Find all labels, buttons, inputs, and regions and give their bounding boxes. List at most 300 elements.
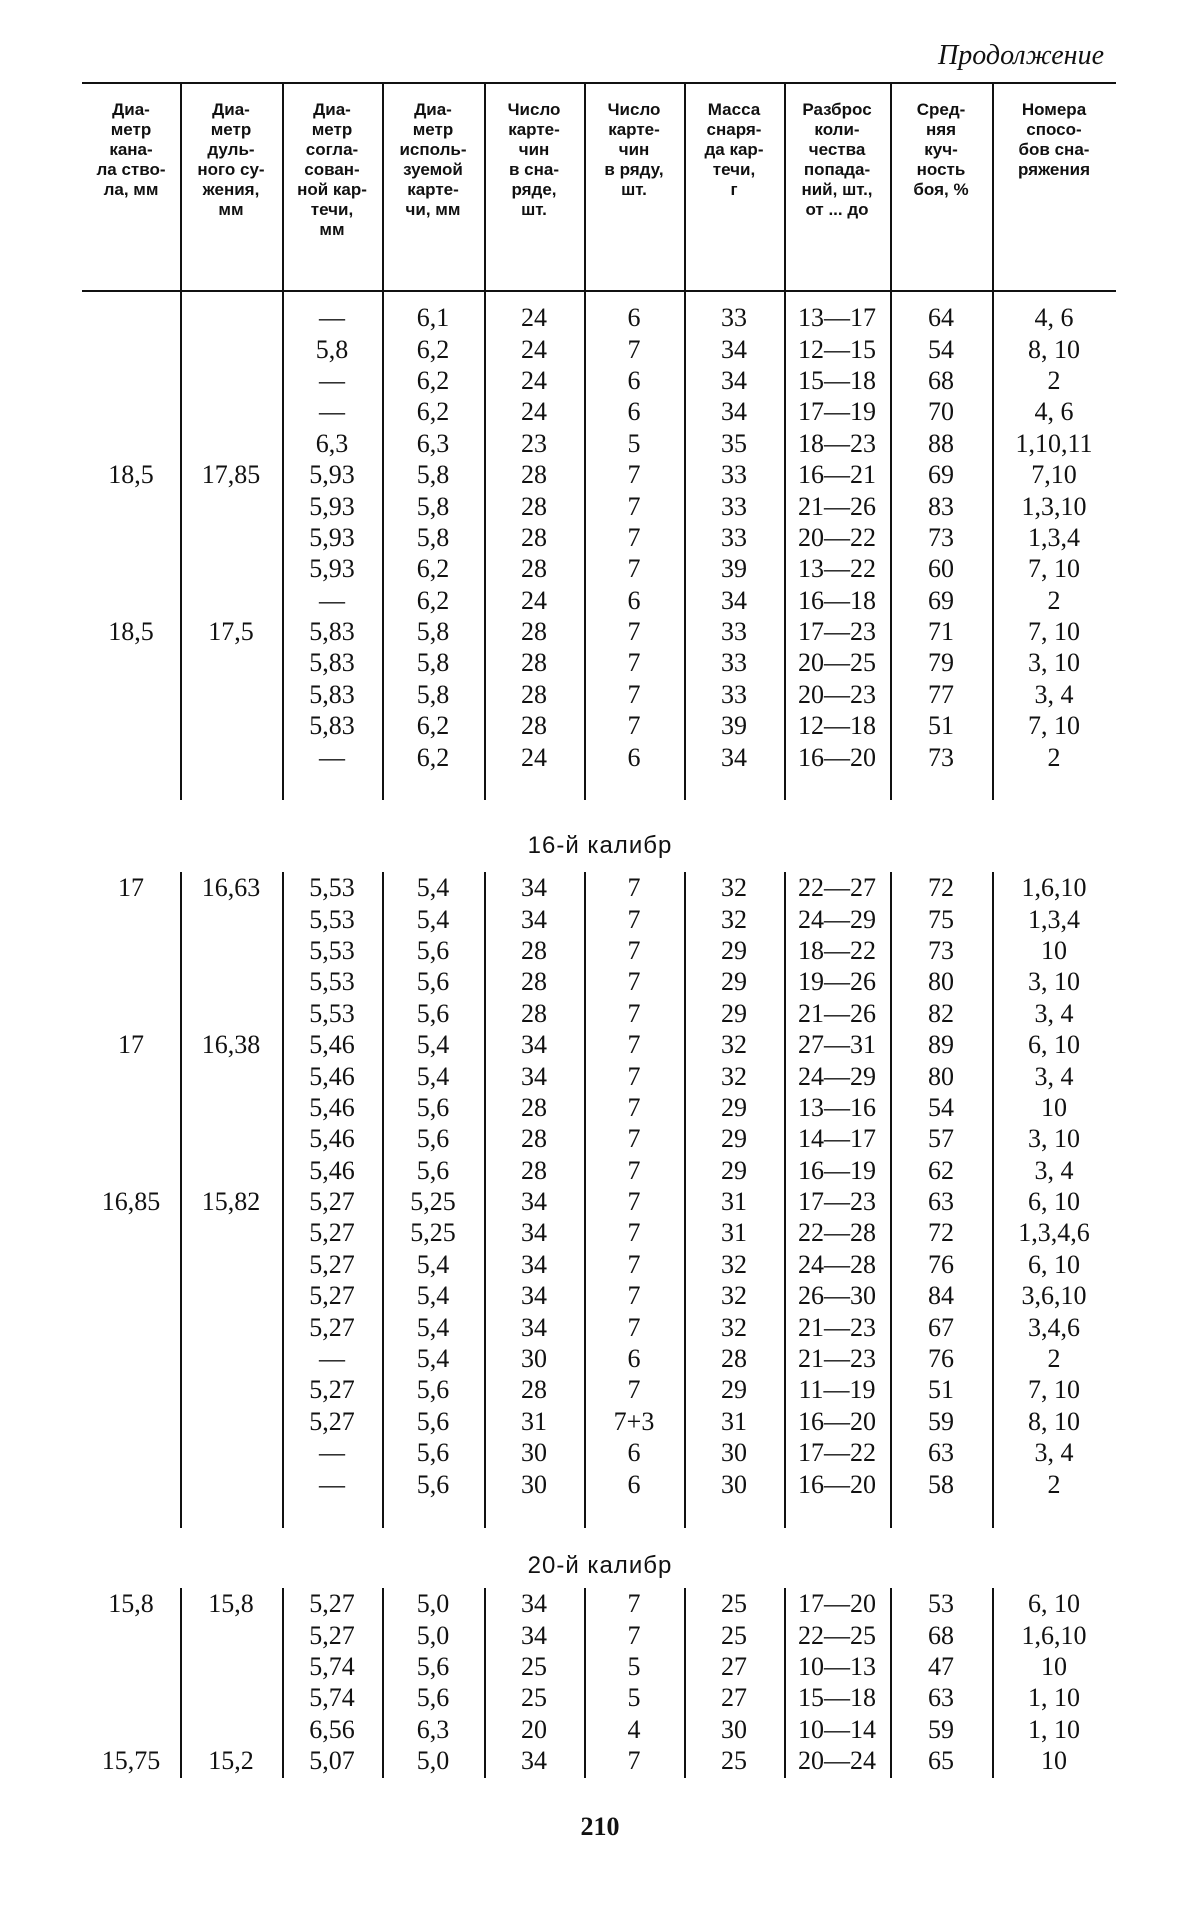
table-cell	[180, 396, 282, 427]
table-cell: 5,8	[416, 679, 450, 709]
table-cell: 3, 10	[1028, 1124, 1080, 1154]
table-cell: 5,74	[309, 1683, 355, 1713]
table-row	[82, 1155, 1116, 1186]
table-cell: 5,83	[309, 711, 355, 741]
table-cell: 17—20	[798, 1589, 876, 1619]
table-row	[82, 1123, 1116, 1154]
table-cell: 7	[627, 1030, 641, 1060]
table-cell: 6,2	[416, 585, 450, 615]
table-cell: 23	[521, 428, 547, 458]
table-row	[82, 1343, 1116, 1374]
table-cell: 5,8	[416, 491, 450, 521]
table-cell: 71	[928, 617, 954, 647]
table-cell	[180, 679, 282, 710]
table-row	[82, 616, 1116, 647]
table-cell: 5,8	[416, 460, 450, 490]
table-cell: 24—29	[798, 1061, 876, 1091]
table-cell: 7	[627, 1312, 641, 1342]
table-cell: 54	[928, 1092, 954, 1122]
table-row	[82, 459, 1116, 490]
table-cell: 5,25	[410, 1187, 456, 1217]
table-cell: 7	[627, 1746, 641, 1776]
table-cell: 83	[928, 491, 954, 521]
table-cell	[180, 1155, 282, 1186]
table-cell: 5,6	[416, 1438, 450, 1468]
table-cell: —	[319, 742, 345, 772]
table-cell: 32	[721, 1030, 747, 1060]
table-cell: 59	[928, 1714, 954, 1744]
table-cell: 28	[521, 1155, 547, 1185]
table-cell: 7	[627, 491, 641, 521]
table-cell: 5,27	[309, 1187, 355, 1217]
table-cell	[180, 1092, 282, 1123]
table-cell: 1,3,4,6	[1018, 1218, 1090, 1248]
table-cell: 17—23	[798, 617, 876, 647]
table-cell: —	[319, 303, 345, 333]
table-row	[82, 998, 1116, 1029]
table-row	[82, 1745, 1116, 1776]
table-cell: 88	[928, 428, 954, 458]
table-cell: 21—23	[798, 1312, 876, 1342]
table-cell: 6,1	[416, 303, 450, 333]
table-cell	[180, 1217, 282, 1248]
table-cell: 51	[928, 711, 954, 741]
table-cell: 7	[627, 1092, 641, 1122]
table-cell: 5,8	[416, 617, 450, 647]
table-cell: 28	[521, 522, 547, 552]
table-cell: 6,2	[416, 397, 450, 427]
table-cell: 5,46	[309, 1124, 355, 1154]
table-cell: 31	[721, 1406, 747, 1436]
table-cell: 10—14	[798, 1714, 876, 1744]
table-cell: 34	[721, 334, 747, 364]
table-cell: 5	[627, 428, 641, 458]
table-row	[82, 872, 1116, 903]
table-cell: 8, 10	[1028, 334, 1080, 364]
table-cell: 1,3,4	[1028, 904, 1080, 934]
table-cell	[180, 1682, 282, 1713]
table-row	[82, 585, 1116, 616]
table-cell: 7	[627, 679, 641, 709]
table-cell: 21—26	[798, 491, 876, 521]
table-cell: 4, 6	[1034, 303, 1074, 333]
table-cell: 7,10	[1031, 460, 1077, 490]
table-cell: 3, 4	[1034, 1155, 1074, 1185]
table-cell: 39	[721, 554, 747, 584]
table-cell	[82, 1651, 180, 1682]
table-row	[82, 396, 1116, 427]
table-cell	[82, 710, 180, 741]
table-cell: 5,6	[416, 1375, 450, 1405]
table-row	[82, 1092, 1116, 1123]
table-cell: 6, 10	[1028, 1187, 1080, 1217]
table-cell: 31	[721, 1218, 747, 1248]
table-cell: 30	[521, 1469, 547, 1499]
table-cell: 5,4	[416, 1030, 450, 1060]
header-column-rule	[784, 84, 786, 290]
table-cell	[180, 1123, 282, 1154]
table-cell: 28	[521, 617, 547, 647]
table-cell: 18—22	[798, 935, 876, 965]
table-cell: 30	[521, 1438, 547, 1468]
table-row	[82, 1249, 1116, 1280]
table-cell: 10—13	[798, 1651, 876, 1681]
table-cell: 33	[721, 617, 747, 647]
table-cell: 15—18	[798, 1683, 876, 1713]
table-cell: 6,2	[416, 742, 450, 772]
table-cell: 5,27	[309, 1312, 355, 1342]
table-cell: 29	[721, 967, 747, 997]
table-cell: 58	[928, 1469, 954, 1499]
table-cell: 6,2	[416, 365, 450, 395]
table-cell: 7	[627, 711, 641, 741]
table-cell: 28	[521, 1124, 547, 1154]
table-cell: 6, 10	[1028, 1589, 1080, 1619]
table-cell: 3,6,10	[1021, 1281, 1087, 1311]
table-cell: 15,82	[201, 1187, 261, 1217]
table-cell: 16—21	[798, 460, 876, 490]
table-cell: 51	[928, 1375, 954, 1405]
table-cell: 15—18	[798, 365, 876, 395]
table-cell: 6	[627, 365, 641, 395]
table-cell: 33	[721, 460, 747, 490]
table-cell: 62	[928, 1155, 954, 1185]
table-cell: 63	[928, 1683, 954, 1713]
table-cell: 28	[521, 935, 547, 965]
table-cell: 76	[928, 1249, 954, 1279]
table-row	[82, 1311, 1116, 1342]
table-cell: 29	[721, 1092, 747, 1122]
table-cell: 17,85	[201, 460, 261, 490]
table-cell: 28	[521, 711, 547, 741]
header-column-rule	[484, 84, 486, 290]
table-cell: 5,6	[416, 1092, 450, 1122]
table-row	[82, 553, 1116, 584]
table-cell: 34	[521, 1281, 547, 1311]
table-cell: 22—28	[798, 1218, 876, 1248]
table-cell: 70	[928, 397, 954, 427]
table-cell: 28	[521, 1092, 547, 1122]
table-cell: 7	[627, 904, 641, 934]
table-cell: 64	[928, 303, 954, 333]
table-row	[82, 710, 1116, 741]
table-cell: 79	[928, 648, 954, 678]
table-cell: 5,8	[416, 648, 450, 678]
table-cell	[180, 966, 282, 997]
table-cell: 21—26	[798, 998, 876, 1028]
column-header: Диа- метр кана- ла ство- ла, мм	[96, 100, 166, 199]
table-cell: 5,93	[309, 522, 355, 552]
table-cell	[180, 365, 282, 396]
table-cell: 29	[721, 1155, 747, 1185]
table-cell: 31	[721, 1187, 747, 1217]
table-cell: 24	[521, 334, 547, 364]
table-cell: 2	[1047, 1469, 1061, 1499]
table-cell: 6,3	[416, 1714, 450, 1744]
table-cell: 73	[928, 742, 954, 772]
table-cell: 24	[521, 585, 547, 615]
table-cell: 20—23	[798, 679, 876, 709]
table-cell: 3, 10	[1028, 967, 1080, 997]
table-cell: 7, 10	[1028, 554, 1080, 584]
table-cell: 28	[521, 648, 547, 678]
table-cell: 5,83	[309, 679, 355, 709]
table-cell: 7	[627, 460, 641, 490]
table-cell: 12—15	[798, 334, 876, 364]
table-row	[82, 679, 1116, 710]
table-cell	[82, 1682, 180, 1713]
table-cell: 28	[521, 1375, 547, 1405]
table-cell: 13—22	[798, 554, 876, 584]
table-cell: 7, 10	[1028, 617, 1080, 647]
table-cell	[82, 903, 180, 934]
table-cell	[180, 522, 282, 553]
table-cell: 17	[118, 1030, 144, 1060]
table-cell	[180, 1311, 282, 1342]
table-cell: 12—18	[798, 711, 876, 741]
table-cell: 29	[721, 935, 747, 965]
table-cell: 7	[627, 935, 641, 965]
table-cell	[180, 1651, 282, 1682]
table-cell: 6,3	[416, 428, 450, 458]
table-cell: 25	[521, 1651, 547, 1681]
table-cell	[82, 396, 180, 427]
table-cell: 34	[521, 1589, 547, 1619]
table-cell: 63	[928, 1438, 954, 1468]
table-cell: 3, 4	[1034, 1061, 1074, 1091]
column-header: Номера спосо- бов сна- ряжения	[1017, 100, 1090, 179]
table-cell: 69	[928, 585, 954, 615]
table-cell	[180, 1468, 282, 1499]
table-row	[82, 365, 1116, 396]
table-cell	[82, 490, 180, 521]
table-cell	[180, 490, 282, 521]
table-cell: 5,46	[309, 1061, 355, 1091]
table-cell: 3, 4	[1034, 679, 1074, 709]
table-row	[82, 1060, 1116, 1091]
table-row	[82, 428, 1116, 459]
table-cell: 34	[521, 1030, 547, 1060]
table-cell	[82, 1311, 180, 1342]
table-cell: 34	[521, 1218, 547, 1248]
table-cell: 3, 4	[1034, 998, 1074, 1028]
table-cell: 2	[1047, 585, 1061, 615]
table-cell: 6	[627, 585, 641, 615]
table-cell: 33	[721, 491, 747, 521]
table-cell: 5,4	[416, 1061, 450, 1091]
table-cell: 20—24	[798, 1746, 876, 1776]
table-cell: 4	[627, 1714, 641, 1744]
table-cell: 16—20	[798, 742, 876, 772]
table-cell: 33	[721, 522, 747, 552]
table-cell: 1,3,4	[1028, 522, 1080, 552]
table-cell	[82, 553, 180, 584]
table-cell: 32	[721, 873, 747, 903]
table-cell	[180, 1374, 282, 1405]
table-cell: 7	[627, 1249, 641, 1279]
table-row	[82, 302, 1116, 333]
table-cell: 7, 10	[1028, 711, 1080, 741]
table-cell: —	[319, 585, 345, 615]
table-cell	[82, 522, 180, 553]
table-cell	[180, 333, 282, 364]
table-cell: 34	[721, 365, 747, 395]
table-cell: 32	[721, 1312, 747, 1342]
column-header: Диа- метр дуль- ного су- жения, мм	[197, 100, 265, 219]
table-cell: 10	[1041, 1092, 1067, 1122]
table-cell	[82, 1092, 180, 1123]
column-header: Число карте- чин в сна- ряде, шт.	[507, 100, 561, 219]
table-cell: 1, 10	[1028, 1683, 1080, 1713]
column-header: Разброс коли- чества попада- ний, шт., от ... до	[801, 100, 873, 219]
table-cell: 3, 10	[1028, 648, 1080, 678]
table-cell	[180, 1280, 282, 1311]
column-header: Число карте- чин в ряду, шт.	[604, 100, 664, 199]
table-cell: 72	[928, 1218, 954, 1248]
table-cell	[180, 741, 282, 772]
table-cell: 7	[627, 1375, 641, 1405]
table-cell: 17—23	[798, 1187, 876, 1217]
table-cell: 7	[627, 873, 641, 903]
table-cell: 13—17	[798, 303, 876, 333]
table-cell: 16—19	[798, 1155, 876, 1185]
table-cell: 77	[928, 679, 954, 709]
table-cell: 15,75	[101, 1746, 161, 1776]
table-cell: 6,2	[416, 554, 450, 584]
table-cell: 5,4	[416, 1312, 450, 1342]
table-cell: 68	[928, 365, 954, 395]
table-cell: 5,6	[416, 1406, 450, 1436]
table-cell: 7	[627, 522, 641, 552]
table-cell: 24	[521, 365, 547, 395]
table-cell: 28	[521, 554, 547, 584]
table-cell	[82, 428, 180, 459]
header-column-rule	[584, 84, 586, 290]
table-cell	[180, 302, 282, 333]
table-cell: 84	[928, 1281, 954, 1311]
table-cell: 7	[627, 1155, 641, 1185]
table-cell: 28	[521, 460, 547, 490]
table-cell	[180, 1060, 282, 1091]
table-cell: 5,6	[416, 935, 450, 965]
table-cell: —	[319, 397, 345, 427]
table-row	[82, 1406, 1116, 1437]
table-cell: —	[319, 1469, 345, 1499]
table-cell	[82, 1374, 180, 1405]
table-row	[82, 903, 1116, 934]
table-cell: 16—20	[798, 1406, 876, 1436]
table-cell: 47	[928, 1651, 954, 1681]
table-cell: 5,6	[416, 1469, 450, 1499]
table-cell: 5,27	[309, 1249, 355, 1279]
table-cell	[180, 428, 282, 459]
table-cell	[82, 679, 180, 710]
table-cell: 5,8	[416, 522, 450, 552]
table-cell: 16,38	[201, 1030, 261, 1060]
table-cell: 5,07	[309, 1746, 355, 1776]
table-cell: 18,5	[108, 460, 154, 490]
table-row	[82, 522, 1116, 553]
table-cell	[82, 1619, 180, 1650]
table-cell: 34	[521, 1061, 547, 1091]
table-cell	[180, 1437, 282, 1468]
table-cell: 24	[521, 397, 547, 427]
table-cell: 34	[521, 1746, 547, 1776]
data-table	[82, 302, 1116, 773]
table-cell: 65	[928, 1746, 954, 1776]
table-cell: 19—26	[798, 967, 876, 997]
table-row	[82, 1280, 1116, 1311]
table-cell	[180, 1406, 282, 1437]
table-cell: 33	[721, 303, 747, 333]
table-cell: 32	[721, 1061, 747, 1091]
table-cell: 5,53	[309, 873, 355, 903]
table-cell: 53	[928, 1589, 954, 1619]
table-cell: 7	[627, 554, 641, 584]
table-cell	[180, 1343, 282, 1374]
table-cell: 34	[721, 397, 747, 427]
table-cell: 5,93	[309, 460, 355, 490]
table-cell	[82, 1468, 180, 1499]
table-cell	[82, 1714, 180, 1745]
table-cell: 5,53	[309, 904, 355, 934]
table-cell: 89	[928, 1030, 954, 1060]
table-cell: 7	[627, 617, 641, 647]
table-cell: 5,25	[410, 1218, 456, 1248]
header-column-rule	[282, 84, 284, 290]
table-cell	[82, 647, 180, 678]
table-cell: 6	[627, 742, 641, 772]
table-cell	[82, 333, 180, 364]
table-cell	[82, 1155, 180, 1186]
table-cell: 3, 4	[1034, 1438, 1074, 1468]
table-cell: 24—29	[798, 904, 876, 934]
continued-label: Продолжение	[938, 40, 1104, 71]
table-cell: 6, 10	[1028, 1249, 1080, 1279]
header-column-rule	[684, 84, 686, 290]
table-cell: 7	[627, 998, 641, 1028]
table-cell: 32	[721, 1281, 747, 1311]
table-cell: 20	[521, 1714, 547, 1744]
table-cell: 24	[521, 303, 547, 333]
table-cell	[82, 302, 180, 333]
table-row	[82, 741, 1116, 772]
table-cell: 7	[627, 1620, 641, 1650]
table-row	[82, 1682, 1116, 1713]
table-cell: 5,27	[309, 1218, 355, 1248]
table-cell	[180, 935, 282, 966]
table-cell	[82, 1249, 180, 1280]
table-cell	[180, 1714, 282, 1745]
table-cell: 67	[928, 1312, 954, 1342]
table-cell: 6	[627, 1438, 641, 1468]
table-cell: 59	[928, 1406, 954, 1436]
table-cell: 6	[627, 397, 641, 427]
table-cell: 5,53	[309, 935, 355, 965]
table-cell: 16—18	[798, 585, 876, 615]
table-cell: 10	[1041, 1651, 1067, 1681]
table-cell: 82	[928, 998, 954, 1028]
table-cell: 27	[721, 1651, 747, 1681]
table-cell: 17	[118, 873, 144, 903]
table-row	[82, 1588, 1116, 1619]
table-cell: 28	[521, 679, 547, 709]
table-cell: 68	[928, 1620, 954, 1650]
table-cell: 28	[521, 491, 547, 521]
column-header: Диа- метр согла- сован- ной кар- течи, мм	[297, 100, 367, 239]
table-cell	[82, 1437, 180, 1468]
section-title: 16-й калибр	[527, 832, 673, 859]
